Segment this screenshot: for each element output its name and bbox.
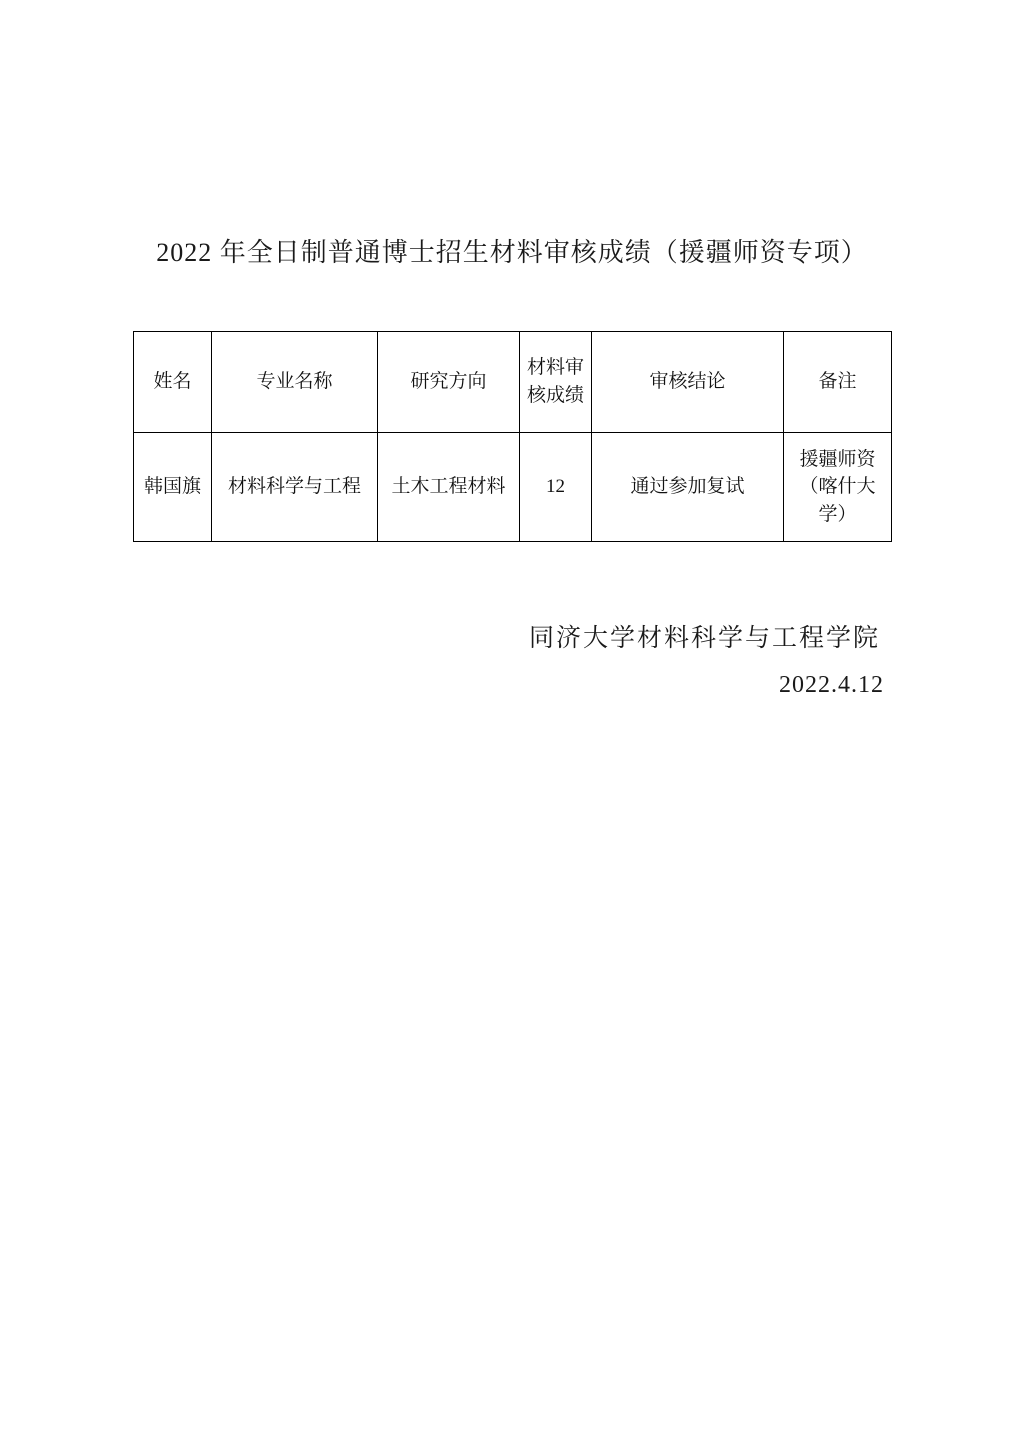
cell-name: 韩国旗 <box>134 433 212 542</box>
cell-remark: 援疆师资（喀什大学） <box>784 433 892 542</box>
cell-score: 12 <box>520 433 592 542</box>
grades-table-wrapper <box>133 331 891 542</box>
column-header-remark: 备注 <box>784 332 892 433</box>
column-header-name: 姓名 <box>134 332 212 433</box>
column-header-result: 审核结论 <box>592 332 784 433</box>
cell-major: 材料科学与工程 <box>212 433 378 542</box>
column-header-direction: 研究方向 <box>378 332 520 433</box>
signature-date: 2022.4.12 <box>779 672 884 698</box>
page-title: 2022 年全日制普通博士招生材料审核成绩（援疆师资专项） <box>156 238 868 267</box>
cell-direction: 土木工程材料 <box>378 433 520 542</box>
grades-table <box>133 331 892 542</box>
cell-result: 通过参加复试 <box>592 433 784 542</box>
table-body <box>134 433 892 542</box>
column-header-score: 材料审核成绩 <box>520 332 592 433</box>
table-header-row <box>134 332 892 433</box>
table-row <box>134 433 892 542</box>
table-header <box>134 332 892 433</box>
column-header-major: 专业名称 <box>212 332 378 433</box>
signature-organization: 同济大学材料科学与工程学院 <box>528 625 880 652</box>
